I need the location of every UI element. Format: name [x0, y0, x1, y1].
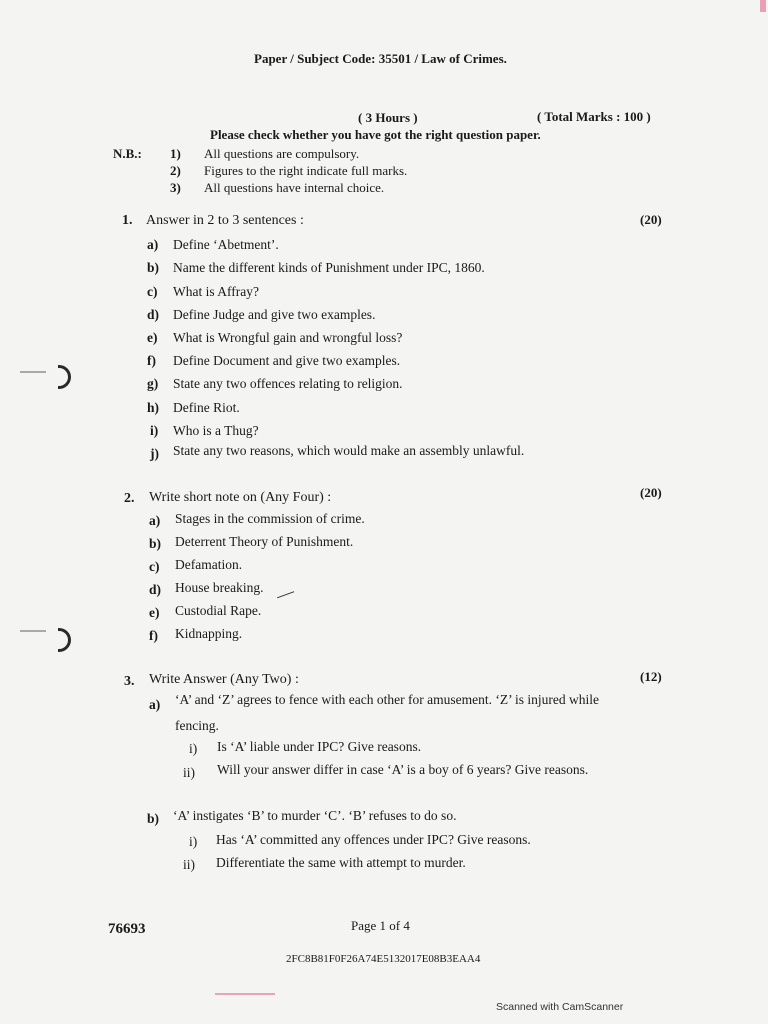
nb-item-3-text: All questions have internal choice.: [204, 180, 385, 195]
q2-item-c-label: c): [149, 559, 160, 574]
q2-item-f-text: Kidnapping.: [175, 626, 243, 641]
hash-code: 2FC8B81F0F26A74E5132017E08B3EAA4: [286, 953, 481, 965]
q3-b-sub-i-text: Has ‘A’ committed any offences under IPC? Give reasons.: [216, 832, 531, 847]
q2-number: 2.: [124, 491, 135, 506]
q1-item-h-text: Define Riot.: [173, 400, 240, 415]
q3-a-sub-ii-label: ii): [183, 765, 195, 780]
paper-title: Paper / Subject Code: 35501 / Law of Crimes.: [254, 51, 507, 66]
q3-marks: (12): [640, 669, 662, 684]
pink-edge-mark: [760, 0, 766, 12]
page-indicator: Page 1 of 4: [351, 918, 410, 933]
q1-item-d-text: Define Judge and give two examples.: [173, 307, 376, 322]
pen-tick-mark: [277, 591, 297, 606]
q2-item-c-text: Defamation.: [175, 557, 243, 572]
q3-b-sub-ii-text: Differentiate the same with attempt to murder.: [216, 855, 466, 870]
q1-item-b-label: b): [147, 260, 160, 275]
q3-a-line2: fencing.: [175, 718, 219, 733]
q2-prompt: Write short note on (Any Four) :: [149, 490, 332, 505]
nb-item-1-num: 1): [170, 146, 181, 161]
nb-label: N.B.:: [113, 146, 142, 161]
q2-item-a-label: a): [149, 513, 161, 528]
q1-item-j-label: j): [150, 446, 159, 461]
q1-item-h-label: h): [147, 400, 160, 415]
nb-item-1-text: All questions are compulsory.: [204, 146, 360, 161]
total-marks: ( Total Marks : 100 ): [537, 109, 651, 124]
q2-marks: (20): [640, 485, 662, 500]
q3-a-sub-ii-text: Will your answer differ in case ‘A’ is a boy of 6 years? Give reasons.: [217, 762, 589, 777]
q1-item-e-label: e): [147, 330, 158, 345]
scan-smudge: [20, 630, 46, 632]
q2-item-d-label: d): [149, 582, 162, 597]
q1-number: 1.: [122, 213, 133, 228]
pink-scan-line: [215, 993, 275, 995]
q1-item-c-label: c): [147, 284, 158, 299]
q1-item-a-text: Define ‘Abetment’.: [173, 237, 279, 252]
q1-item-d-label: d): [147, 307, 160, 322]
q1-item-f-text: Define Document and give two examples.: [173, 353, 401, 368]
q1-item-i-label: i): [150, 423, 159, 438]
check-notice: Please check whether you have got the right question paper.: [210, 127, 541, 142]
q1-item-e-text: What is Wrongful gain and wrongful loss?: [173, 330, 403, 345]
q1-item-f-label: f): [147, 353, 156, 368]
nb-item-2-text: Figures to the right indicate full marks.: [204, 163, 408, 178]
q3-a-label: a): [149, 697, 161, 712]
q1-item-a-label: a): [147, 237, 159, 252]
q3-b-label: b): [147, 811, 160, 826]
duration: ( 3 Hours ): [358, 110, 418, 125]
q3-b-line1: ‘A’ instigates ‘B’ to murder ‘C’. ‘B’ refuses to do so.: [173, 808, 457, 823]
q1-item-b-text: Name the different kinds of Punishment under IPC, 1860.: [173, 260, 485, 275]
q1-item-j-text: State any two reasons, which would make an assembly unlawful.: [173, 443, 525, 458]
q3-a-sub-i-label: i): [189, 741, 198, 756]
scan-smudge: [20, 371, 46, 373]
punch-hole-mark-icon: [58, 628, 71, 652]
q1-item-c-text: What is Affray?: [173, 284, 259, 299]
q2-item-d-text: House breaking.: [175, 580, 264, 595]
nb-item-2-num: 2): [170, 163, 181, 178]
q2-item-a-text: Stages in the commission of crime.: [175, 511, 365, 526]
q3-a-sub-i-text: Is ‘A’ liable under IPC? Give reasons.: [217, 739, 422, 754]
q1-prompt: Answer in 2 to 3 sentences :: [146, 213, 304, 228]
q3-a-line1: ‘A’ and ‘Z’ agrees to fence with each other for amusement. ‘Z’ is injured while: [175, 692, 599, 707]
q2-item-e-label: e): [149, 605, 160, 620]
q1-marks: (20): [640, 212, 662, 227]
q1-item-i-text: Who is a Thug?: [173, 423, 259, 438]
punch-hole-mark-icon: [58, 365, 71, 389]
camscanner-watermark: Scanned with CamScanner: [496, 1001, 624, 1013]
q2-item-b-label: b): [149, 536, 162, 551]
q3-number: 3.: [124, 674, 135, 689]
q3-prompt: Write Answer (Any Two) :: [149, 672, 299, 687]
q2-item-e-text: Custodial Rape.: [175, 603, 262, 618]
q2-item-f-label: f): [149, 628, 158, 643]
nb-item-3-num: 3): [170, 180, 181, 195]
q1-item-g-text: State any two offences relating to religion.: [173, 376, 403, 391]
q3-b-sub-i-label: i): [189, 834, 198, 849]
q3-b-sub-ii-label: ii): [183, 857, 195, 872]
paper-number: 76693: [108, 921, 146, 937]
q2-item-b-text: Deterrent Theory of Punishment.: [175, 534, 354, 549]
q1-item-g-label: g): [147, 376, 159, 391]
